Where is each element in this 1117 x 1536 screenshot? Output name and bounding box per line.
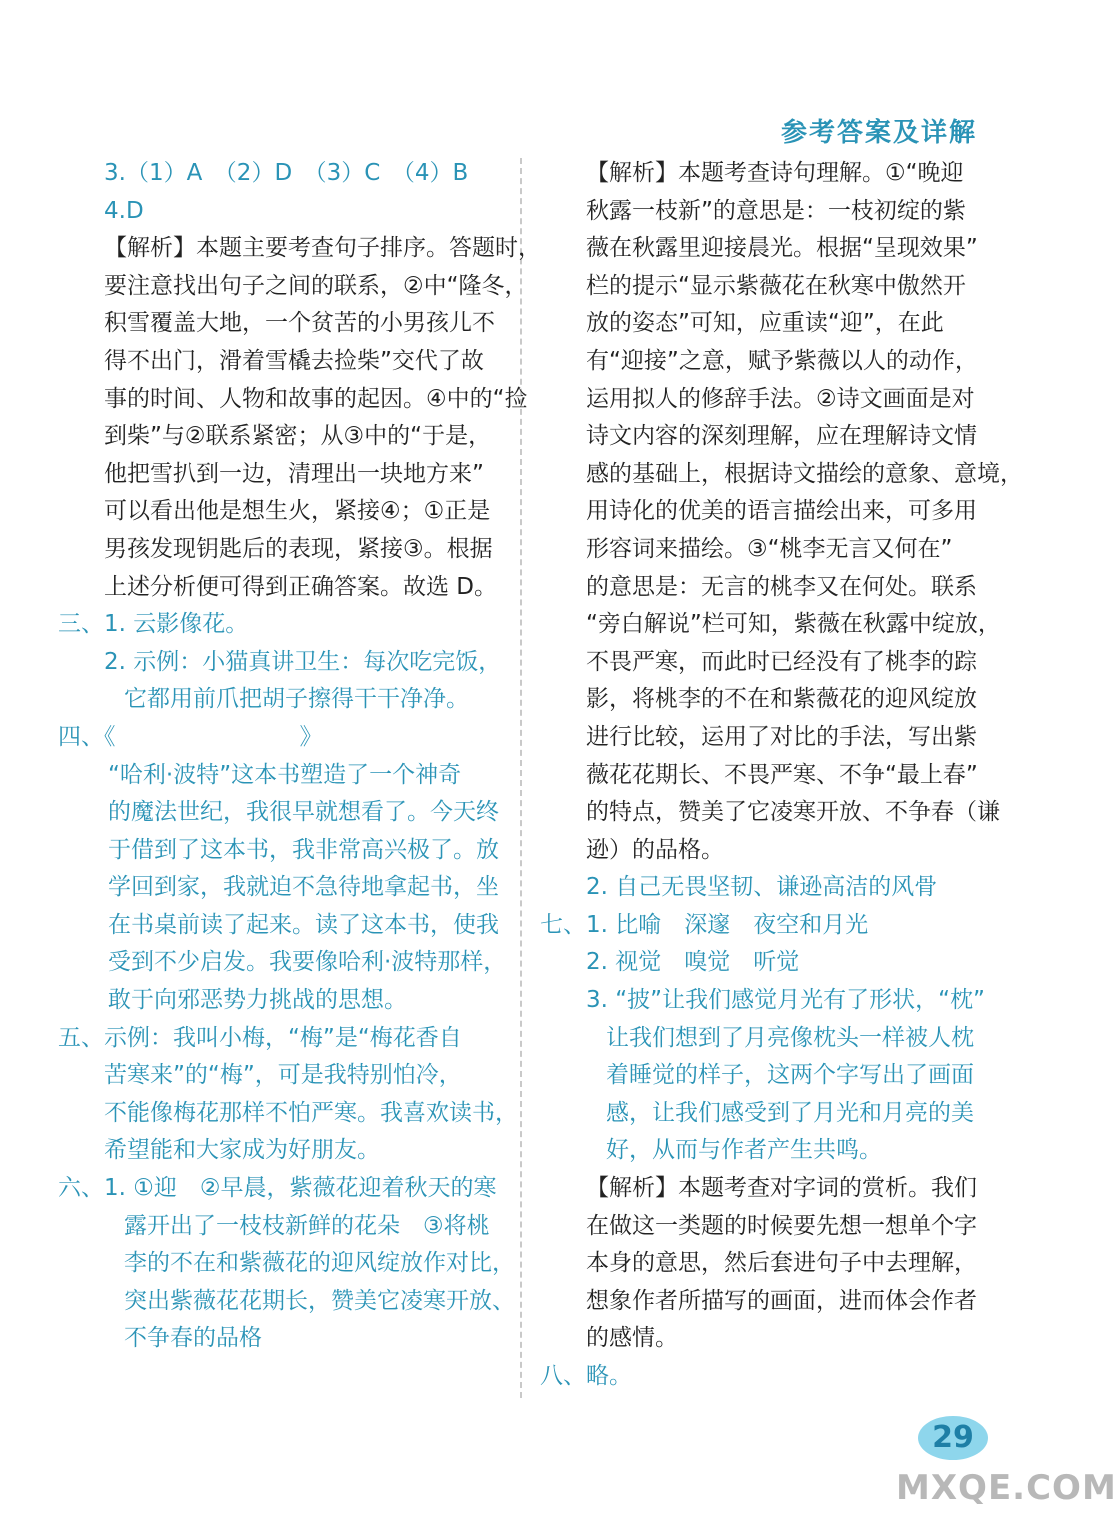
left-line: 突出紫薇花花期长，赞美它凌寒开放、 xyxy=(124,1287,515,1314)
right-column xyxy=(540,155,1023,1396)
right-line: 想象作者所描写的画面，进而体会作者 xyxy=(586,1287,977,1314)
left-line: 上述分析便可得到正确答案。故选 D。 xyxy=(104,573,498,600)
left-line: 于借到了这本书，我非常高兴极了。放 xyxy=(108,836,499,863)
right-line: 逊）的品格。 xyxy=(586,836,724,863)
right-line: 本身的意思，然后套进句子中去理解， xyxy=(586,1250,977,1277)
left-line: 不争春的品格 xyxy=(124,1325,262,1352)
right-line: 的特点，赞美了它凌寒开放、不争春（谦 xyxy=(586,799,1000,826)
left-line: 五、示例：我叫小梅，“梅”是“梅花香自 xyxy=(58,1024,462,1051)
left-line: 要注意找出句子之间的联系，②中“隆冬， xyxy=(104,272,528,299)
left-line: 得不出门，滑着雪橇去捡柴”交代了故 xyxy=(104,347,484,374)
right-line: 运用拟人的修辞手法。②诗文画面是对 xyxy=(586,385,975,412)
left-line: “哈利·波特”这本书塑造了一个神奇 xyxy=(108,761,462,788)
left-line: 可以看出他是想生火，紧接④；①正是 xyxy=(104,498,491,525)
page-header-title: 参考答案及详解 xyxy=(780,118,977,148)
right-line: 感，让我们感受到了月光和月亮的美 xyxy=(606,1099,974,1126)
left-line: 【解析】本题主要考查句子排序。答题时， xyxy=(104,235,541,262)
left-line: 六、1. ①迎 ②早晨，紫薇花迎着秋天的寒 xyxy=(58,1175,497,1202)
right-line: “旁白解说”栏可知，紫薇在秋露中绽放， xyxy=(586,611,1001,638)
right-line: 感的基础上，根据诗文描绘的意象、意境， xyxy=(586,460,1023,487)
right-line: 薇在秋露里迎接晨光。根据“呈现效果” xyxy=(586,235,978,262)
right-line: 放的姿态”可知，应重读“迎”，在此 xyxy=(586,310,944,337)
right-line: 2. 自己无畏坚韧、谦逊高洁的风骨 xyxy=(586,874,938,901)
right-line: 【解析】本题考查诗句理解。①“晚迎 xyxy=(586,160,964,186)
left-line: 2. 示例：小猫真讲卫生：每次吃完饭， xyxy=(104,648,502,675)
right-line: 3. “披”让我们感觉月光有了形状，“枕” xyxy=(586,987,985,1014)
left-column xyxy=(58,155,541,1358)
right-line: 秋露一枝新”的意思是：一枝初绽的紫 xyxy=(586,197,966,224)
left-line: 在书桌前读了起来。读了这本书，使我 xyxy=(108,911,499,938)
left-line: 男孩发现钥匙后的表现，紧接③。根据 xyxy=(104,535,493,562)
left-line: 李的不在和紫薇花的迎风绽放作对比， xyxy=(124,1250,515,1277)
right-line: 的意思是：无言的桃李又在何处。联系 xyxy=(586,573,977,600)
column-divider xyxy=(520,158,522,1398)
left-line: 他把雪扒到一边，清理出一块地方来” xyxy=(104,460,484,487)
left-line: 敢于向邪恶势力挑战的思想。 xyxy=(108,987,407,1014)
right-line: 栏的提示“显示紫薇花在秋寒中傲然开 xyxy=(586,272,966,299)
right-line: 七、1. 比喻 深邃 夜空和月光 xyxy=(540,911,869,938)
right-line: 薇花花期长、不畏严寒、不争“最上春” xyxy=(586,761,978,788)
left-line: 不能像梅花那样不怕严寒。我喜欢读书， xyxy=(104,1099,518,1126)
left-line: 事的时间、人物和故事的起因。④中的“捡 xyxy=(104,385,528,412)
right-line: 不畏严寒，而此时已经没有了桃李的踪 xyxy=(586,648,977,675)
right-line: 【解析】本题考查对字词的赏析。我们 xyxy=(586,1175,977,1202)
watermark-logo: MXQE.COM xyxy=(896,1468,1117,1508)
right-line: 2. 视觉 嗅觉 听觉 xyxy=(586,949,800,976)
left-line: 3.（1）A （2）D （3）C （4）B xyxy=(104,160,469,186)
right-line: 的感情。 xyxy=(586,1325,678,1352)
right-line: 进行比较，运用了对比的手法，写出紫 xyxy=(586,723,977,750)
right-line: 八、略。 xyxy=(540,1363,632,1389)
right-line: 着睡觉的样子，这两个字写出了画面 xyxy=(606,1062,974,1089)
right-line: 诗文内容的深刻理解，应在理解诗文情 xyxy=(586,423,977,450)
page-number: 29 xyxy=(918,1416,988,1460)
left-line: 4.D xyxy=(104,197,144,224)
right-line: 形容词来描绘。③“桃李无言又何在” xyxy=(586,535,953,562)
left-line: 苦寒来”的“梅”，可是我特别怕冷， xyxy=(104,1062,462,1089)
right-line: 在做这一类题的时候要先想一想单个字 xyxy=(586,1212,977,1239)
left-line: 受到不少启发。我要像哈利·波特那样， xyxy=(108,949,507,976)
right-line: 好，从而与作者产生共鸣。 xyxy=(606,1137,882,1164)
left-line: 积雪覆盖大地，一个贫苦的小男孩儿不 xyxy=(104,310,495,337)
left-line: 露开出了一枝枝新鲜的花朵 ③将桃 xyxy=(124,1212,490,1239)
left-line: 希望能和大家成为好朋友。 xyxy=(104,1137,380,1164)
left-line: 三、1. 云影像花。 xyxy=(58,611,249,638)
left-line: 它都用前爪把胡子擦得干干净净。 xyxy=(124,686,469,713)
right-line: 用诗化的优美的语言描绘出来，可多用 xyxy=(586,498,977,525)
left-line: 到柴”与②联系紧密；从③中的“于是， xyxy=(104,423,492,450)
right-line: 让我们想到了月亮像枕头一样被人枕 xyxy=(606,1024,974,1051)
left-line: 的魔法世纪，我很早就想看了。今天终 xyxy=(108,799,499,826)
right-line: 有“迎接”之意，赋予紫薇以人的动作， xyxy=(586,347,978,374)
right-line: 影，将桃李的不在和紫薇花的迎风绽放 xyxy=(586,686,977,713)
left-line: 四、《 》 xyxy=(58,723,323,750)
left-line: 学回到家，我就迫不急待地拿起书，坐 xyxy=(108,874,499,901)
